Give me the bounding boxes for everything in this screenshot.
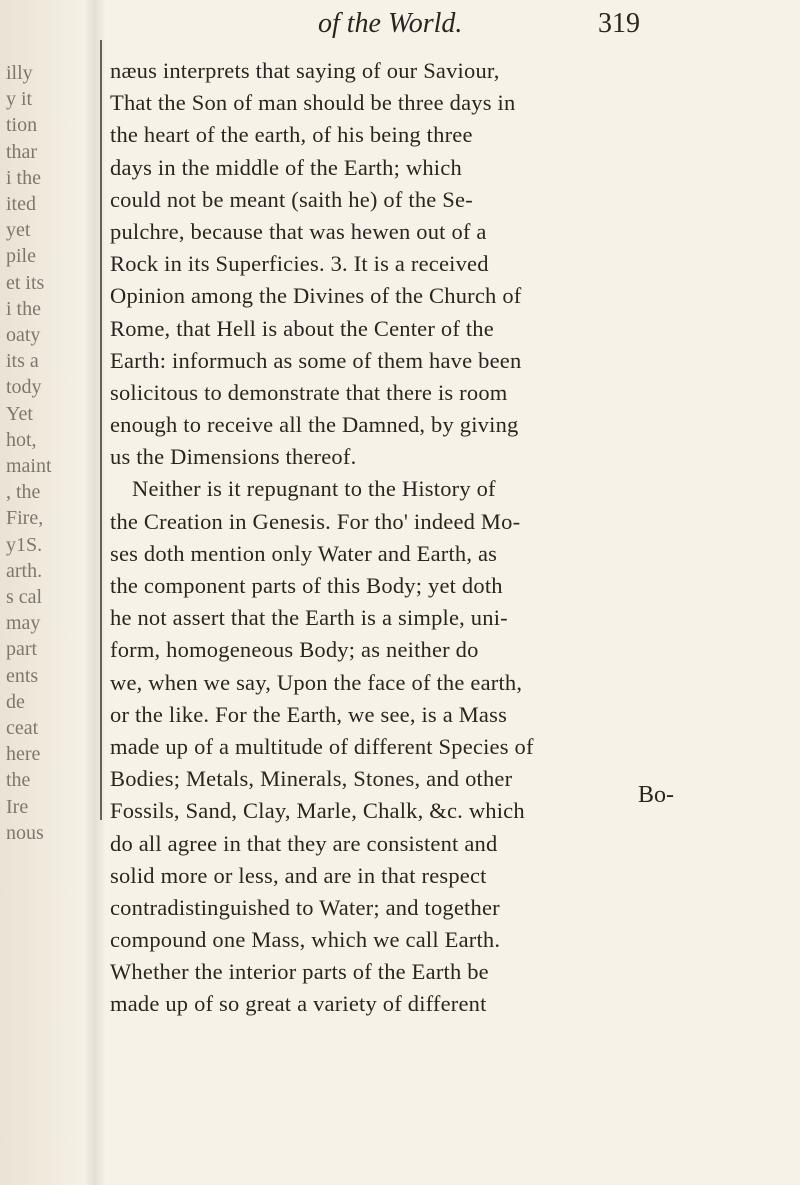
facing-page-fragment: s cal xyxy=(6,586,43,608)
text-line: form, homogeneous Body; as neither do xyxy=(110,637,479,663)
facing-page-fragment: pile xyxy=(6,245,36,268)
facing-page-fragment: its a xyxy=(6,350,39,373)
text-line: compound one Mass, which we call Earth. xyxy=(110,927,501,953)
text-line: Opinion among the Divines of the Church of xyxy=(110,283,522,309)
facing-page-fragment: thar xyxy=(6,140,38,163)
text-line: us the Dimensions thereof. xyxy=(110,444,357,470)
text-line: pulchre, because that was hewen out of a xyxy=(110,218,487,244)
facing-page-fragment: hot, xyxy=(6,428,37,451)
facing-page-fragment: yet xyxy=(6,219,31,242)
facing-page-fragment: de xyxy=(6,690,25,713)
running-head-title: of the World. xyxy=(318,8,463,39)
facing-page-fragment: ited xyxy=(6,193,36,215)
text-line: days in the middle of the Earth; which xyxy=(110,154,462,180)
facing-page-fragment: tody xyxy=(6,376,42,399)
text-line: næus interprets that saying of our Saviour, xyxy=(110,58,500,83)
facing-page-fragment: the xyxy=(6,769,31,792)
text-line: the component parts of this Body; yet doth xyxy=(110,573,503,598)
page-number: 319 xyxy=(598,8,640,39)
text-line: or the like. For the Earth, we see, is a Mass xyxy=(110,701,508,727)
text-line: Rome, that Hell is about the Center of the xyxy=(110,315,494,341)
facing-page-fragment: part xyxy=(6,638,38,661)
facing-page-fragment: illy xyxy=(6,62,33,84)
facing-page-fragment: Fire, xyxy=(6,507,44,530)
text-line: the Creation in Genesis. For tho' indeed Mo- xyxy=(110,508,521,534)
running-head xyxy=(110,6,730,46)
facing-page-fragment: here xyxy=(6,743,41,766)
text-line: he not assert that the Earth is a simple, uni- xyxy=(110,605,508,631)
page-edge-line xyxy=(100,40,102,820)
text-line: contradistinguished to Water; and together xyxy=(110,894,500,920)
facing-page-fragment: ents xyxy=(6,664,39,687)
facing-page-fragment: , the xyxy=(6,481,41,504)
text-line: enough to receive all the Damned, by giving xyxy=(110,412,519,438)
facing-page-fragment: i the xyxy=(6,297,41,320)
text-line: made up of a multitude of different Species of xyxy=(110,733,534,759)
facing-page-fragment: et its xyxy=(6,271,45,294)
text-line: we, when we say, Upon the face of the earth, xyxy=(110,669,523,695)
text-line: Whether the interior parts of the Earth be xyxy=(110,959,489,985)
text-line: That the Son of man should be three days in xyxy=(110,90,516,116)
facing-page-fragment: Yet xyxy=(6,402,33,425)
facing-page-fragment: y1S. xyxy=(6,533,43,556)
facing-page-fragment: oaty xyxy=(6,324,41,346)
blank-lower-page xyxy=(0,830,800,1185)
facing-page-fragment: Ire xyxy=(6,795,29,818)
text-line: solid more or less, and are in that respect xyxy=(110,862,487,888)
facing-page-fragment: y it xyxy=(6,88,33,111)
facing-page-fragment: tion xyxy=(6,114,38,137)
text-line: do all agree in that they are consistent and xyxy=(110,830,498,856)
facing-page-fragment: nous xyxy=(6,821,44,844)
facing-page-fragment: may xyxy=(6,612,41,635)
text-line: could not be meant (saith he) of the Se- xyxy=(110,186,473,212)
text-line: solicitous to demonstrate that there is room xyxy=(110,379,508,405)
facing-page-fragment: i the xyxy=(6,166,41,189)
text-line: ses doth mention only Water and Earth, as xyxy=(110,540,498,566)
text-line: Rock in its Superficies. 3. It is a received xyxy=(110,251,489,277)
text-line: the heart of the earth, of his being three xyxy=(110,122,473,148)
text-line: Fossils, Sand, Clay, Marle, Chalk, &c. which xyxy=(110,798,525,824)
text-line: Neither is it repugnant to the History of xyxy=(132,476,496,502)
catchword: Bo- xyxy=(638,782,674,808)
facing-page-fragment: arth. xyxy=(6,559,43,582)
text-line: Earth: informuch as some of them have been xyxy=(110,347,522,373)
facing-page-fragment: maint xyxy=(6,455,52,477)
text-line: Bodies; Metals, Minerals, Stones, and other xyxy=(110,766,513,792)
facing-page-fragment: ceat xyxy=(6,717,39,739)
text-line: made up of so great a variety of different xyxy=(110,991,487,1017)
